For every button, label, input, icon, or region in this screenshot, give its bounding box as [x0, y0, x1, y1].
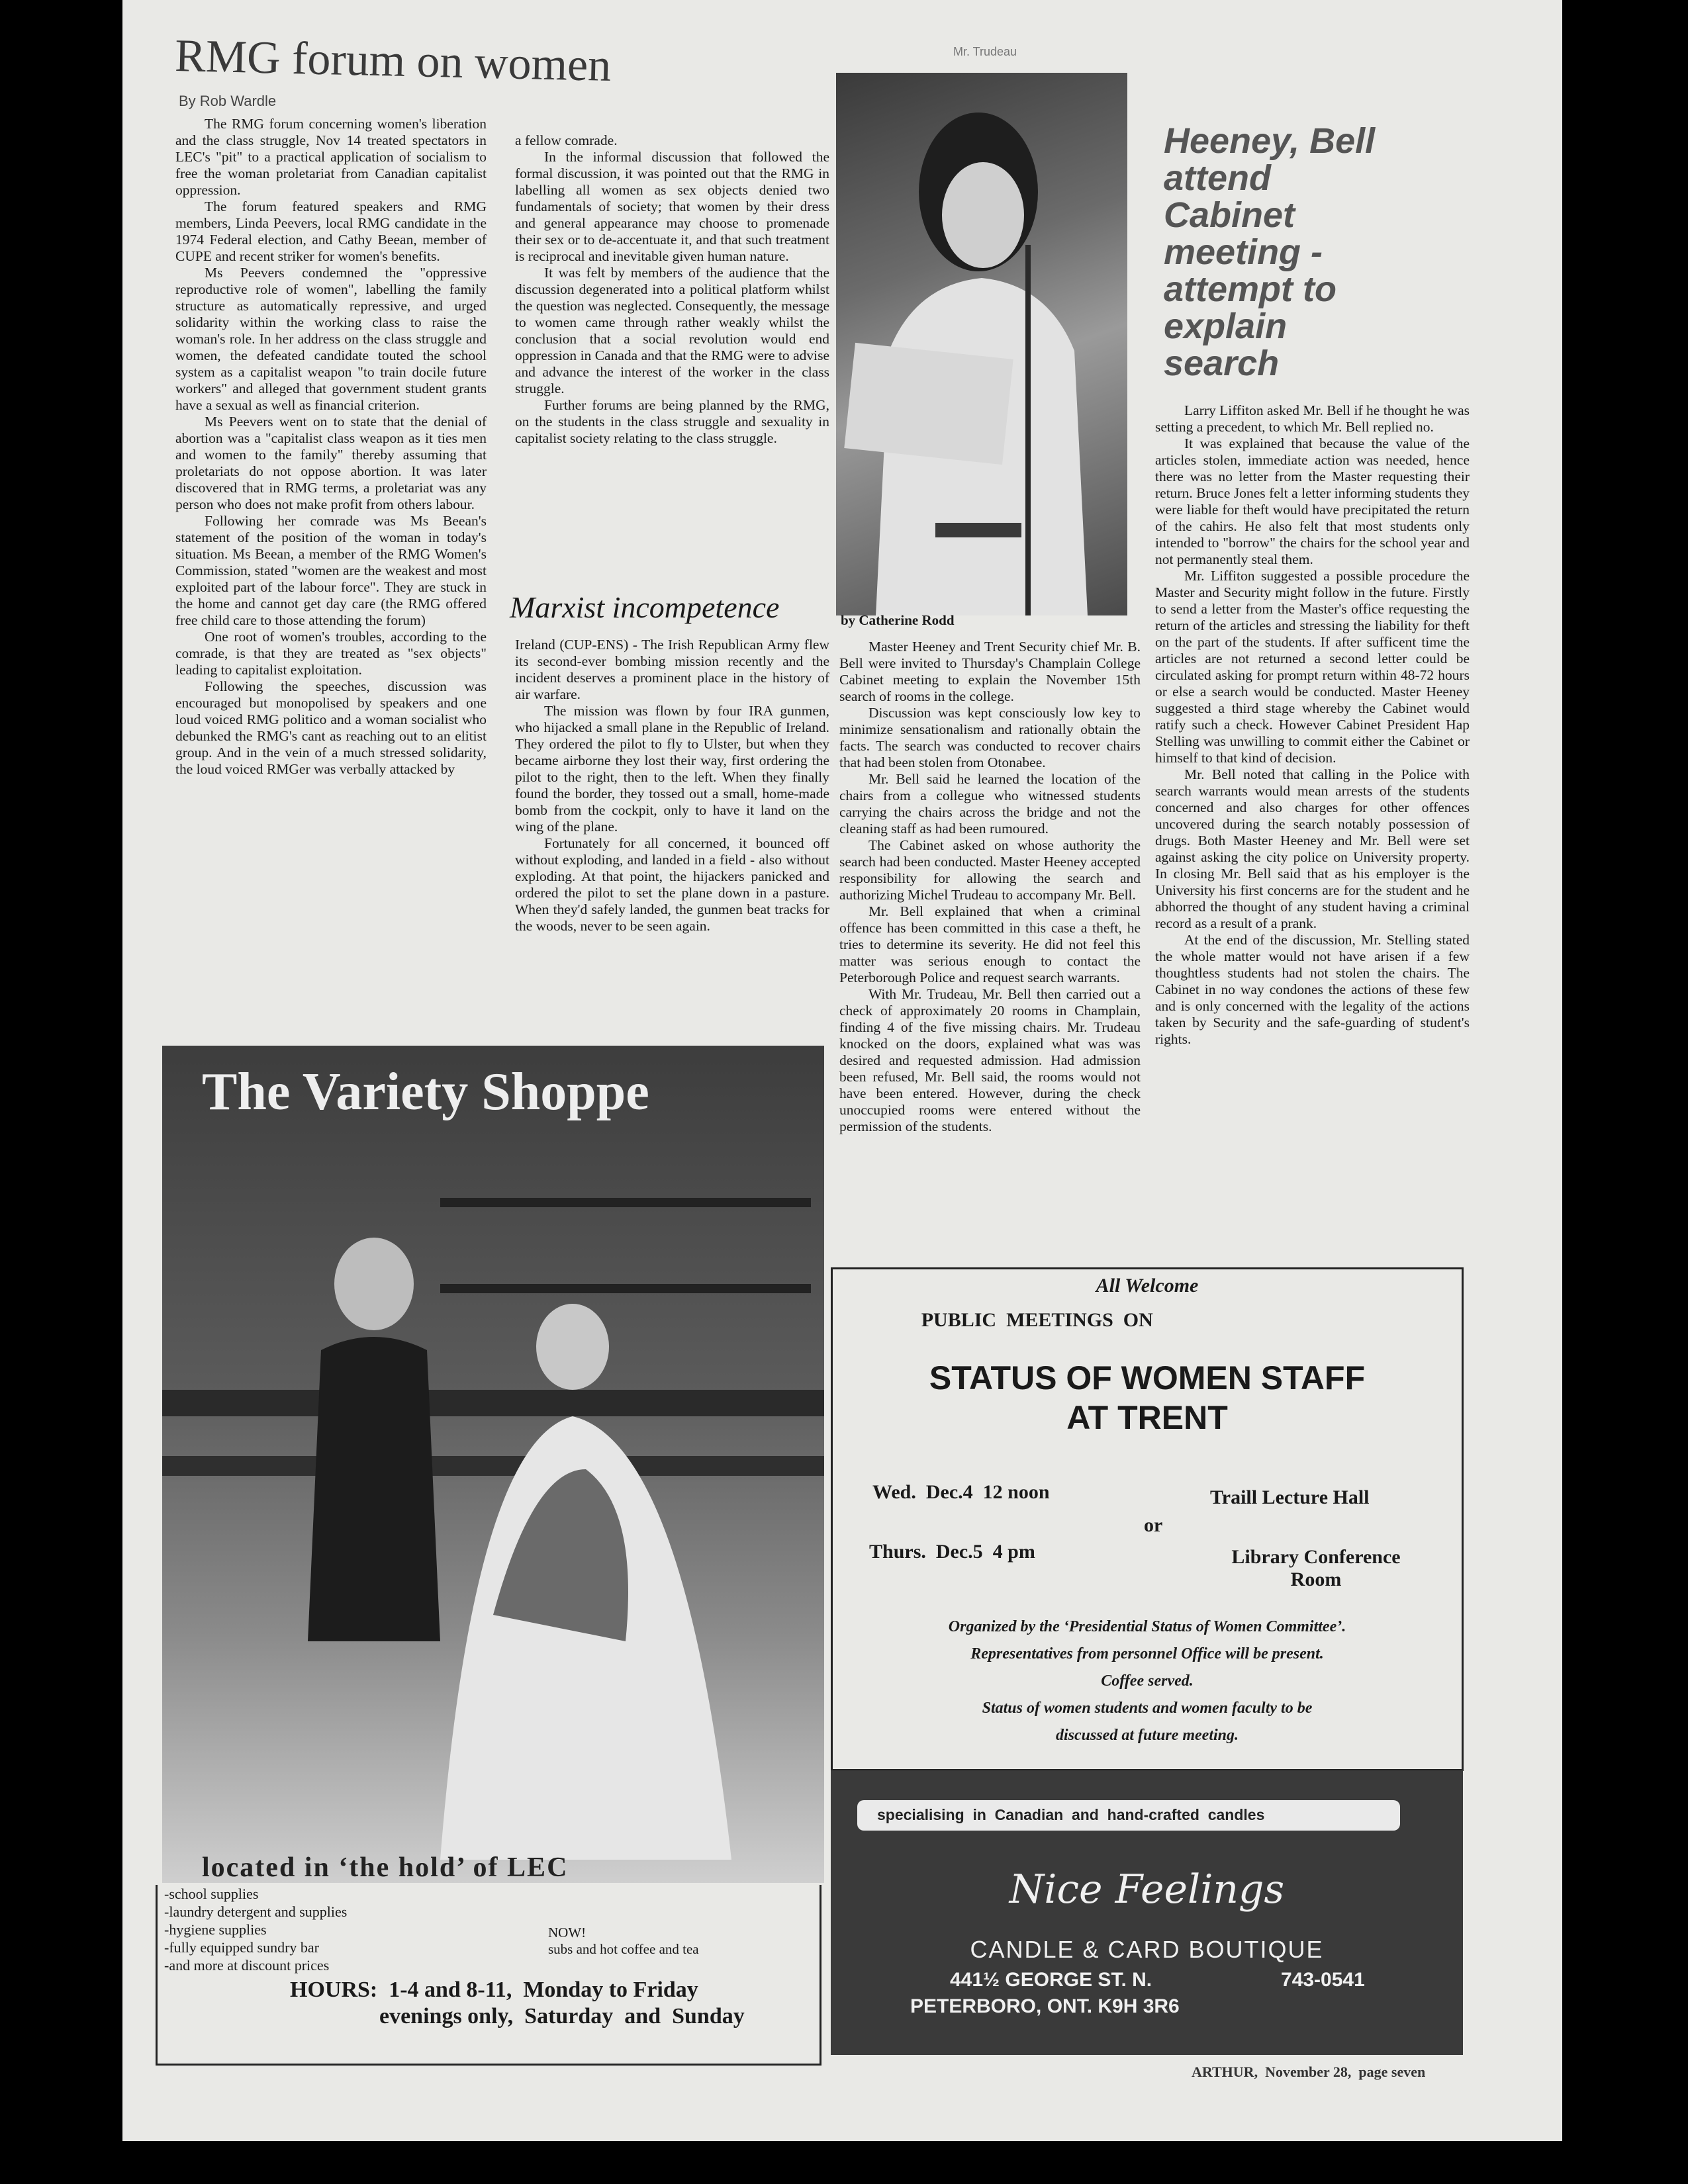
rmg-column-1: [175, 116, 487, 778]
place-traill: Traill Lecture Hall: [1210, 1486, 1370, 1508]
paragraph: The mission was flown by four IRA gunmen, who hijacked a small plane in the Republic of Ireland. They ordered the pilot to fly to Ulster, but when they became airborne they lost their way, first ordering the pilot to the right, then to the left. When they finally found the border, they tossed out a small, home-made bomb from the cockpit, only to have it land on the wing of the plane.: [515, 703, 829, 835]
paragraph: Mr. Bell noted that calling in the Police with search warrants would mean arrests of the students concerned and also charges for other offences uncovered during the search notably possession of drugs. Both Master Heeney and Mr. Bell were set against asking the city police on University property. In closing Mr. Bell said that as his employer is the University his first concerns are for the student and he abhorred the thought of any student having a criminal record as a result of a prank.: [1155, 766, 1470, 931]
status-headline-1: STATUS OF WOMEN STAFF: [929, 1359, 1366, 1396]
paragraph: Ireland (CUP-ENS) - The Irish Republican Army flew its second-ever bombing mission recently and the incident deserves a prominent place in the history of air warfare.: [515, 637, 829, 702]
photo-header-note: Mr. Trudeau: [953, 45, 1017, 58]
nice-feelings-ad: [831, 1770, 1463, 2055]
note-line: Status of women students and women faculty to be: [982, 1700, 1313, 1717]
welcome-text: All Welcome: [1096, 1275, 1199, 1297]
paragraph: Master Heeney and Trent Security chief Mr. B. Bell were invited to Thursday's Champlain College Cabinet meeting to explain the November 15th search of rooms in the college.: [839, 639, 1141, 704]
or-text: or: [1144, 1514, 1163, 1536]
trudeau-photo: [836, 73, 1127, 615]
shop-scene: [162, 1046, 824, 1883]
rmg-byline: By Rob Wardle: [179, 93, 277, 109]
page-footer: ARTHUR, November 28, page seven: [1192, 2064, 1426, 2080]
boutique-phone: 743-0541: [1281, 1969, 1365, 1991]
variety-item-list: [164, 1885, 347, 1974]
status-note: [833, 1614, 1462, 1749]
list-item: -hygiene supplies: [164, 1921, 267, 1938]
status-of-women-ad: [831, 1267, 1464, 1771]
paragraph: It was felt by members of the audience that the discussion degenerated into a political platform whilst the question was neglected. Consequently, the message to women came through rather weakly whilst the conclusion that a social revolution would end oppression in Canada and that the RMG were to advise and advance the interest of the worker in the class struggle.: [515, 265, 829, 396]
variety-hours-2: evenings only, Saturday and Sunday: [379, 2004, 745, 2028]
paragraph: The forum featured speakers and RMG members, Linda Peevers, local RMG candidate in the 1974 Federal election, and Cathy Beean, member of CUPE and recent striker for women's benefits.: [175, 199, 487, 264]
paragraph: Larry Liffiton asked Mr. Bell if he thought he was setting a precedent, to which Mr. Bell replied no.: [1155, 402, 1470, 435]
paragraph: a fellow comrade.: [515, 132, 618, 148]
candles-banner-text: specialising in Canadian and hand-crafted candles: [877, 1806, 1265, 1823]
paragraph: With Mr. Trudeau, Mr. Bell then carried out a check of approximately 20 rooms in Champlain, finding 4 of the five missing chairs. Mr. Trudeau knocked on the doors, explained what was was desired and requested admission. Had admission been refused, Mr. Bell said, the rooms would not have been entered. However, during the check unoccupied rooms were entered without the permission of the students.: [839, 986, 1141, 1134]
variety-shoppe-ad: [162, 1046, 824, 2065]
list-item: -and more at discount prices: [164, 1957, 330, 1974]
rmg-headline: RMG forum on women: [174, 30, 612, 91]
list-item: -fully equipped sundry bar: [164, 1939, 319, 1956]
paragraph: Mr. Liffiton suggested a possible procedure the Master and Security might follow in the future. Firstly to send a letter from the Master's office requesting the return of the articles and stressing the liability for theft on the part of the students. If after sufficent time the articles are not returned a second letter could be circulated asking for prompt return within 48-72 hours or else a search would be conducted. Master Heeney suggested a third stage whereby the Cabinet would ratify such a check. However Cabinet President Hap Stelling was unwilling to commit either the Cabinet or himself to that kind of decision.: [1155, 568, 1470, 766]
boutique-city: PETERBORO, ONT. K9H 3R6: [910, 1995, 1180, 2017]
paragraph: Following the speeches, discussion was encouraged but monopolised by speakers and one loud voiced RMG politico and a woman socialist who debunked the RMG's cant as reaching out to an elitist group. And in the vein of a much stressed solidarity, the loud voiced RMGer was verbally attacked by: [175, 678, 487, 777]
marxist-column: [515, 637, 829, 934]
heeney-column-2: [1155, 402, 1470, 1048]
paragraph: Discussion was kept consciously low key to minimize sensationalism and rationally obtain the facts. The search was conducted to recover chairs that had been stolen from Otonabee.: [839, 705, 1141, 770]
status-headline-2: AT TRENT: [1066, 1399, 1228, 1436]
paragraph: The Cabinet asked on whose authority the search had been conducted. Master Heeney accepted responsibility for allowing the search and authorizing Michel Trudeau to accompany Mr. Bell.: [839, 837, 1141, 903]
variety-hours-1: HOURS: 1-4 and 8-11, Monday to Friday: [290, 1978, 698, 2002]
paragraph: In the informal discussion that followed the formal discussion, it was pointed out that the RMG in labelling all women as sex objects denied two fundamentals of society; that women by their dress and general appearance may choose to promenade their sex or to de-accentuate it, and that such treatment is reciprocal and inevitable given human nature.: [515, 149, 829, 264]
paragraph: Further forums are being planned by the RMG, on the students in the class struggle and sexuality in capitalist society relating to the class struggle.: [515, 397, 829, 446]
shop-illustration: [162, 1046, 824, 1883]
candles-banner: [857, 1800, 1400, 1831]
boutique-name: CANDLE & CARD BOUTIQUE: [970, 1936, 1324, 1963]
paragraph: One root of women's troubles, according to the comrade, is that they are treated as "sex objects" leading to capitalist exploitation.: [175, 629, 487, 678]
variety-title: The Variety Shoppe: [202, 1063, 649, 1121]
heeney-headline: Heeney, Bell attend Cabinet meeting - attempt to explain search: [1164, 121, 1376, 383]
note-line: discussed at future meeting.: [1055, 1727, 1239, 1744]
paragraph: Following her comrade was Ms Beean's statement of the position of the woman in today's situation. Ms Beean, a member of the RMG Women's Commission, stated "women are the weakest and most exploited part of the labour force". They are stuck in the home and cannot get day care (the RMG offered free child care to those attending the forum): [175, 513, 487, 628]
paragraph: Mr. Bell explained that when a criminal offence has been committed in this case a theft, he tries to determine its severity. He did not feel this matter was serious enough to contact the Peterborough Police and request search warrants.: [839, 903, 1141, 985]
paragraph: Mr. Bell said he learned the location of the chairs from a collegue who witnessed students carrying the chairs across the bridge and not the cleaning staff as had been rumoured.: [839, 771, 1141, 837]
variety-now-sub: subs and hot coffee and tea: [548, 1941, 699, 1957]
paragraph: At the end of the discussion, Mr. Stelling stated the whole matter would not have arisen if a few thoughtless students had not stolen the chairs. The Cabinet in no way condones the actions of these few and is only concerned with the legality of the actions taken by Security and the safe-guarding of student's rights.: [1155, 932, 1470, 1047]
thurs-date: Thurs. Dec.5 4 pm: [869, 1541, 1035, 1563]
paragraph: Ms Peevers went on to state that the denial of abortion was a "capitalist class weapon as it ties men and women to the family" thereby assuming that proletariats do not oppose abortion. It was later discovered that in RMG terms, a proletariat was any person who does not make profit from others labour.: [175, 414, 487, 512]
wed-date: Wed. Dec.4 12 noon: [872, 1481, 1050, 1503]
list-item: -school supplies: [164, 1886, 259, 1902]
heeney-column-1: [839, 639, 1141, 1135]
paragraph: It was explained that because the value of the articles stolen, immediate action was needed, hence there was no letter from the Master requesting their return. Bruce Jones felt a letter informing students they were liable for theft would have precipitated the return of the cahirs. He also felt that most students only intended to "borrow" the chairs for the school year and not permanently steal them.: [1155, 435, 1470, 567]
variety-located: located in ‘the hold’ of LEC: [202, 1852, 569, 1883]
note-line: Coffee served.: [1101, 1672, 1194, 1690]
photo-caption: by Catherine Rodd: [841, 612, 955, 628]
nice-feelings-logo: Nice Feelings: [1009, 1866, 1285, 1913]
boutique-address: 441½ GEORGE ST. N.: [950, 1969, 1152, 1991]
variety-now: NOW!: [548, 1925, 586, 1940]
paragraph: Ms Peevers condemned the "oppressive reproductive role of women", labelling the family structure as automatically repressive, and urged solidarity within the working class to raise the woman's role. In her address on the class struggle and women, the defeated candidate touted the school system as a capitalist weapon "to train docile future workers" and alleged that government student grants have a sexual as well as financial criterion.: [175, 265, 487, 413]
note-line: Representatives from personnel Office will be present.: [970, 1645, 1324, 1662]
rmg-column-2: [515, 132, 829, 447]
place-library-1: Library Conference: [1231, 1546, 1401, 1568]
place-library-2: Room: [1290, 1569, 1342, 1590]
newspaper-page: [122, 0, 1562, 2141]
variety-info-box: [156, 1885, 821, 2066]
public-meetings: PUBLIC MEETINGS ON: [921, 1309, 1153, 1331]
note-line: Organized by the ‘Presidential Status of Women Committee’.: [948, 1618, 1346, 1635]
list-item: -laundry detergent and supplies: [164, 1903, 348, 1920]
paragraph: The RMG forum concerning women's liberation and the class struggle, Nov 14 treated spectators in LEC's "pit" to a practical application of socialism to free the woman proletariat from Canadian capitalist oppression.: [175, 116, 487, 198]
speaker-figure: [836, 73, 1127, 615]
paragraph: Fortunately for all concerned, it bounced off without exploding, and landed in a field - also without exploding. At that point, the hijackers panicked and ordered the pilot to set the plane down in a pasture. When they'd safely landed, the gunmen beat tracks for the woods, never to be seen again.: [515, 835, 829, 934]
marxist-headline: Marxist incompetence: [510, 590, 780, 624]
